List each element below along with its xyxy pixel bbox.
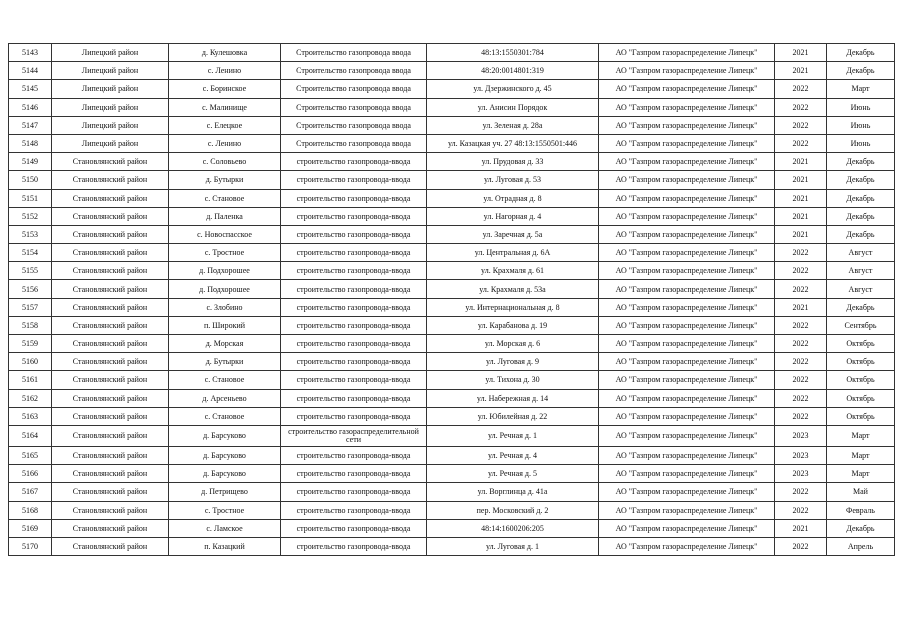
address-cell: ул. Речная д. 4 [427, 446, 599, 464]
work-type-cell: строительство газопровода-ввода [281, 389, 427, 407]
locality-cell: с. Елецкое [169, 116, 281, 134]
month-cell: Октябрь [827, 335, 895, 353]
locality-cell: д. Петрищево [169, 483, 281, 501]
locality-cell: с. Соловьево [169, 153, 281, 171]
year-cell: 2022 [775, 134, 827, 152]
district-cell: Становлянский район [52, 262, 169, 280]
locality-cell: с. Новоспасское [169, 225, 281, 243]
work-type-cell: строительство газопровода-ввода [281, 446, 427, 464]
work-type-cell: строительство газопровода-ввода [281, 316, 427, 334]
address-cell: ул. Тихона д. 30 [427, 371, 599, 389]
work-type-cell: строительство газопровода-ввода [281, 465, 427, 483]
table-row [9, 225, 895, 243]
organization-cell: АО "Газпром газораспределение Липецк" [599, 483, 775, 501]
address-cell: ул. Прудовая д. 33 [427, 153, 599, 171]
month-cell: Декабрь [827, 189, 895, 207]
row-number-cell: 5143 [9, 44, 52, 62]
locality-cell: с. Ленино [169, 62, 281, 80]
district-cell: Липецкий район [52, 98, 169, 116]
year-cell: 2021 [775, 519, 827, 537]
organization-cell: АО "Газпром газораспределение Липецк" [599, 44, 775, 62]
address-cell: ул. Отрадная д. 8 [427, 189, 599, 207]
row-number-cell: 5166 [9, 465, 52, 483]
registry-rows [9, 44, 895, 556]
organization-cell: АО "Газпром газораспределение Липецк" [599, 501, 775, 519]
work-type-cell: Строительство газопровода ввода [281, 98, 427, 116]
month-cell: Декабрь [827, 171, 895, 189]
organization-cell: АО "Газпром газораспределение Липецк" [599, 537, 775, 555]
year-cell: 2022 [775, 98, 827, 116]
work-type-cell: строительство газопровода-ввода [281, 153, 427, 171]
year-cell: 2021 [775, 298, 827, 316]
year-cell: 2022 [775, 116, 827, 134]
table-row [9, 44, 895, 62]
district-cell: Становлянский район [52, 465, 169, 483]
table-row [9, 371, 895, 389]
work-type-cell: строительство газопровода-ввода [281, 225, 427, 243]
month-cell: Март [827, 465, 895, 483]
year-cell: 2021 [775, 171, 827, 189]
table-row [9, 116, 895, 134]
row-number-cell: 5156 [9, 280, 52, 298]
work-type-cell: строительство газопровода-ввода [281, 171, 427, 189]
district-cell: Становлянский район [52, 483, 169, 501]
table-row [9, 446, 895, 464]
year-cell: 2022 [775, 280, 827, 298]
locality-cell: с. Становое [169, 371, 281, 389]
table-row [9, 153, 895, 171]
table-row [9, 425, 895, 446]
month-cell: Август [827, 262, 895, 280]
organization-cell: АО "Газпром газораспределение Липецк" [599, 207, 775, 225]
district-cell: Становлянский район [52, 389, 169, 407]
year-cell: 2021 [775, 189, 827, 207]
address-cell: 48:20:0014801:319 [427, 62, 599, 80]
row-number-cell: 5155 [9, 262, 52, 280]
month-cell: Октябрь [827, 407, 895, 425]
year-cell: 2022 [775, 80, 827, 98]
work-type-cell: строительство газопровода-ввода [281, 371, 427, 389]
organization-cell: АО "Газпром газораспределение Липецк" [599, 244, 775, 262]
work-type-cell: строительство газопровода-ввода [281, 519, 427, 537]
month-cell: Март [827, 446, 895, 464]
table-row [9, 537, 895, 555]
district-cell: Становлянский район [52, 537, 169, 555]
locality-cell: с. Боринское [169, 80, 281, 98]
work-type-cell: строительство газопровода-ввода [281, 280, 427, 298]
address-cell: ул. Дзержинского д. 45 [427, 80, 599, 98]
organization-cell: АО "Газпром газораспределение Липецк" [599, 80, 775, 98]
table-row [9, 353, 895, 371]
table-row [9, 280, 895, 298]
address-cell: 48:14:1600206:205 [427, 519, 599, 537]
row-number-cell: 5167 [9, 483, 52, 501]
row-number-cell: 5159 [9, 335, 52, 353]
year-cell: 2023 [775, 446, 827, 464]
district-cell: Липецкий район [52, 44, 169, 62]
organization-cell: АО "Газпром газораспределение Липецк" [599, 425, 775, 446]
table-row [9, 501, 895, 519]
district-cell: Становлянский район [52, 446, 169, 464]
month-cell: Июнь [827, 134, 895, 152]
organization-cell: АО "Газпром газораспределение Липецк" [599, 189, 775, 207]
locality-cell: п. Широкий [169, 316, 281, 334]
table-row [9, 483, 895, 501]
district-cell: Становлянский район [52, 189, 169, 207]
year-cell: 2022 [775, 389, 827, 407]
row-number-cell: 5162 [9, 389, 52, 407]
row-number-cell: 5164 [9, 425, 52, 446]
table-row [9, 262, 895, 280]
address-cell: ул. Речная д. 1 [427, 425, 599, 446]
organization-cell: АО "Газпром газораспределение Липецк" [599, 98, 775, 116]
month-cell: Декабрь [827, 44, 895, 62]
row-number-cell: 5163 [9, 407, 52, 425]
month-cell: Декабрь [827, 225, 895, 243]
work-type-cell: Строительство газопровода ввода [281, 44, 427, 62]
row-number-cell: 5151 [9, 189, 52, 207]
row-number-cell: 5145 [9, 80, 52, 98]
district-cell: Становлянский район [52, 244, 169, 262]
table-row [9, 335, 895, 353]
work-type-cell: строительство газопровода-ввода [281, 353, 427, 371]
month-cell: Август [827, 244, 895, 262]
year-cell: 2022 [775, 501, 827, 519]
work-type-cell: строительство газопровода-ввода [281, 189, 427, 207]
month-cell: Август [827, 280, 895, 298]
locality-cell: с. Тростное [169, 244, 281, 262]
district-cell: Становлянский район [52, 407, 169, 425]
organization-cell: АО "Газпром газораспределение Липецк" [599, 407, 775, 425]
year-cell: 2022 [775, 483, 827, 501]
organization-cell: АО "Газпром газораспределение Липецк" [599, 335, 775, 353]
district-cell: Становлянский район [52, 335, 169, 353]
table-row [9, 389, 895, 407]
locality-cell: с. Малинище [169, 98, 281, 116]
address-cell: ул. Луговая д. 53 [427, 171, 599, 189]
year-cell: 2023 [775, 425, 827, 446]
organization-cell: АО "Газпром газораспределение Липецк" [599, 116, 775, 134]
row-number-cell: 5161 [9, 371, 52, 389]
organization-cell: АО "Газпром газораспределение Липецк" [599, 171, 775, 189]
table-row [9, 519, 895, 537]
district-cell: Становлянский район [52, 425, 169, 446]
district-cell: Становлянский район [52, 316, 169, 334]
row-number-cell: 5169 [9, 519, 52, 537]
work-type-cell: строительство газопровода-ввода [281, 407, 427, 425]
organization-cell: АО "Газпром газораспределение Липецк" [599, 153, 775, 171]
table-row [9, 207, 895, 225]
locality-cell: п. Казацкий [169, 537, 281, 555]
address-cell: ул. Центральная д. 6А [427, 244, 599, 262]
locality-cell: с. Тростное [169, 501, 281, 519]
district-cell: Становлянский район [52, 171, 169, 189]
year-cell: 2022 [775, 371, 827, 389]
address-cell: ул. Луговая д. 1 [427, 537, 599, 555]
row-number-cell: 5144 [9, 62, 52, 80]
locality-cell: д. Барсуково [169, 465, 281, 483]
address-cell: ул. Ворглинца д. 41а [427, 483, 599, 501]
locality-cell: д. Подхорошее [169, 280, 281, 298]
address-cell: ул. Крахмаля д. 53а [427, 280, 599, 298]
month-cell: Март [827, 80, 895, 98]
row-number-cell: 5157 [9, 298, 52, 316]
table-row [9, 189, 895, 207]
month-cell: Сентябрь [827, 316, 895, 334]
month-cell: Декабрь [827, 62, 895, 80]
row-number-cell: 5148 [9, 134, 52, 152]
month-cell: Декабрь [827, 519, 895, 537]
work-type-cell: строительство газопровода-ввода [281, 207, 427, 225]
year-cell: 2021 [775, 62, 827, 80]
locality-cell: д. Паленка [169, 207, 281, 225]
organization-cell: АО "Газпром газораспределение Липецк" [599, 134, 775, 152]
organization-cell: АО "Газпром газораспределение Липецк" [599, 316, 775, 334]
locality-cell: д. Бутырки [169, 353, 281, 371]
locality-cell: д. Арсеньево [169, 389, 281, 407]
work-type-cell: строительство газораспределительной сети [281, 425, 427, 446]
district-cell: Становлянский район [52, 207, 169, 225]
address-cell: 48:13:1550301:784 [427, 44, 599, 62]
locality-cell: д. Морская [169, 335, 281, 353]
address-cell: ул. Набережная д. 14 [427, 389, 599, 407]
year-cell: 2021 [775, 44, 827, 62]
month-cell: Март [827, 425, 895, 446]
address-cell: ул. Речная д. 5 [427, 465, 599, 483]
row-number-cell: 5149 [9, 153, 52, 171]
year-cell: 2022 [775, 316, 827, 334]
district-cell: Липецкий район [52, 116, 169, 134]
year-cell: 2021 [775, 153, 827, 171]
organization-cell: АО "Газпром газораспределение Липецк" [599, 262, 775, 280]
organization-cell: АО "Газпром газораспределение Липецк" [599, 371, 775, 389]
work-type-cell: Строительство газопровода ввода [281, 116, 427, 134]
locality-cell: с. Становое [169, 189, 281, 207]
row-number-cell: 5160 [9, 353, 52, 371]
year-cell: 2022 [775, 407, 827, 425]
row-number-cell: 5147 [9, 116, 52, 134]
month-cell: Апрель [827, 537, 895, 555]
month-cell: Декабрь [827, 207, 895, 225]
organization-cell: АО "Газпром газораспределение Липецк" [599, 62, 775, 80]
locality-cell: с. Злобино [169, 298, 281, 316]
table-row [9, 98, 895, 116]
month-cell: Февраль [827, 501, 895, 519]
table-row [9, 62, 895, 80]
address-cell: ул. Анисин Порядок [427, 98, 599, 116]
address-cell: ул. Нагорная д. 4 [427, 207, 599, 225]
district-cell: Становлянский район [52, 298, 169, 316]
locality-cell: д. Кулешовка [169, 44, 281, 62]
district-cell: Становлянский район [52, 501, 169, 519]
address-cell: ул. Карабанова д. 19 [427, 316, 599, 334]
work-type-cell: Строительство газопровода ввода [281, 80, 427, 98]
row-number-cell: 5146 [9, 98, 52, 116]
organization-cell: АО "Газпром газораспределение Липецк" [599, 389, 775, 407]
row-number-cell: 5150 [9, 171, 52, 189]
address-cell: ул. Морская д. 6 [427, 335, 599, 353]
row-number-cell: 5154 [9, 244, 52, 262]
year-cell: 2022 [775, 353, 827, 371]
row-number-cell: 5165 [9, 446, 52, 464]
address-cell: ул. Луговая д. 9 [427, 353, 599, 371]
month-cell: Декабрь [827, 298, 895, 316]
address-cell: пер. Московский д. 2 [427, 501, 599, 519]
work-type-cell: строительство газопровода-ввода [281, 483, 427, 501]
district-cell: Становлянский район [52, 519, 169, 537]
district-cell: Липецкий район [52, 134, 169, 152]
district-cell: Липецкий район [52, 62, 169, 80]
year-cell: 2022 [775, 537, 827, 555]
address-cell: ул. Интернациональная д. 8 [427, 298, 599, 316]
district-cell: Становлянский район [52, 225, 169, 243]
month-cell: Июнь [827, 98, 895, 116]
work-type-cell: строительство газопровода-ввода [281, 537, 427, 555]
address-cell: ул. Зеленая д. 28а [427, 116, 599, 134]
district-cell: Становлянский район [52, 353, 169, 371]
district-cell: Липецкий район [52, 80, 169, 98]
table-row [9, 244, 895, 262]
table-row [9, 298, 895, 316]
year-cell: 2021 [775, 207, 827, 225]
address-cell: ул. Заречная д. 5а [427, 225, 599, 243]
organization-cell: АО "Газпром газораспределение Липецк" [599, 519, 775, 537]
month-cell: Октябрь [827, 389, 895, 407]
table-row [9, 316, 895, 334]
work-type-cell: Строительство газопровода ввода [281, 62, 427, 80]
work-type-cell: строительство газопровода-ввода [281, 298, 427, 316]
month-cell: Октябрь [827, 353, 895, 371]
district-cell: Становлянский район [52, 153, 169, 171]
row-number-cell: 5168 [9, 501, 52, 519]
table-row [9, 80, 895, 98]
row-number-cell: 5158 [9, 316, 52, 334]
year-cell: 2022 [775, 244, 827, 262]
month-cell: Июнь [827, 116, 895, 134]
work-type-cell: строительство газопровода-ввода [281, 262, 427, 280]
organization-cell: АО "Газпром газораспределение Липецк" [599, 225, 775, 243]
month-cell: Декабрь [827, 153, 895, 171]
organization-cell: АО "Газпром газораспределение Липецк" [599, 353, 775, 371]
locality-cell: д. Барсуково [169, 425, 281, 446]
organization-cell: АО "Газпром газораспределение Липецк" [599, 280, 775, 298]
work-type-cell: строительство газопровода-ввода [281, 501, 427, 519]
district-cell: Становлянский район [52, 280, 169, 298]
row-number-cell: 5153 [9, 225, 52, 243]
address-cell: ул. Юбилейная д. 22 [427, 407, 599, 425]
row-number-cell: 5170 [9, 537, 52, 555]
work-type-cell: строительство газопровода-ввода [281, 244, 427, 262]
year-cell: 2021 [775, 225, 827, 243]
locality-cell: д. Подхорошее [169, 262, 281, 280]
table-row [9, 465, 895, 483]
month-cell: Май [827, 483, 895, 501]
work-type-cell: строительство газопровода-ввода [281, 335, 427, 353]
table-row [9, 407, 895, 425]
organization-cell: АО "Газпром газораспределение Липецк" [599, 298, 775, 316]
table-row [9, 134, 895, 152]
work-type-cell: Строительство газопровода ввода [281, 134, 427, 152]
year-cell: 2022 [775, 262, 827, 280]
locality-cell: с. Становое [169, 407, 281, 425]
locality-cell: д. Бутырки [169, 171, 281, 189]
address-cell: ул. Крахмаля д. 61 [427, 262, 599, 280]
month-cell: Октябрь [827, 371, 895, 389]
district-cell: Становлянский район [52, 371, 169, 389]
locality-cell: д. Барсуково [169, 446, 281, 464]
organization-cell: АО "Газпром газораспределение Липецк" [599, 465, 775, 483]
year-cell: 2022 [775, 335, 827, 353]
table-row [9, 171, 895, 189]
registry-table [8, 43, 895, 556]
address-cell: ул. Казацкая уч. 27 48:13:1550501:446 [427, 134, 599, 152]
year-cell: 2023 [775, 465, 827, 483]
locality-cell: с. Ламское [169, 519, 281, 537]
locality-cell: с. Ленино [169, 134, 281, 152]
organization-cell: АО "Газпром газораспределение Липецк" [599, 446, 775, 464]
row-number-cell: 5152 [9, 207, 52, 225]
